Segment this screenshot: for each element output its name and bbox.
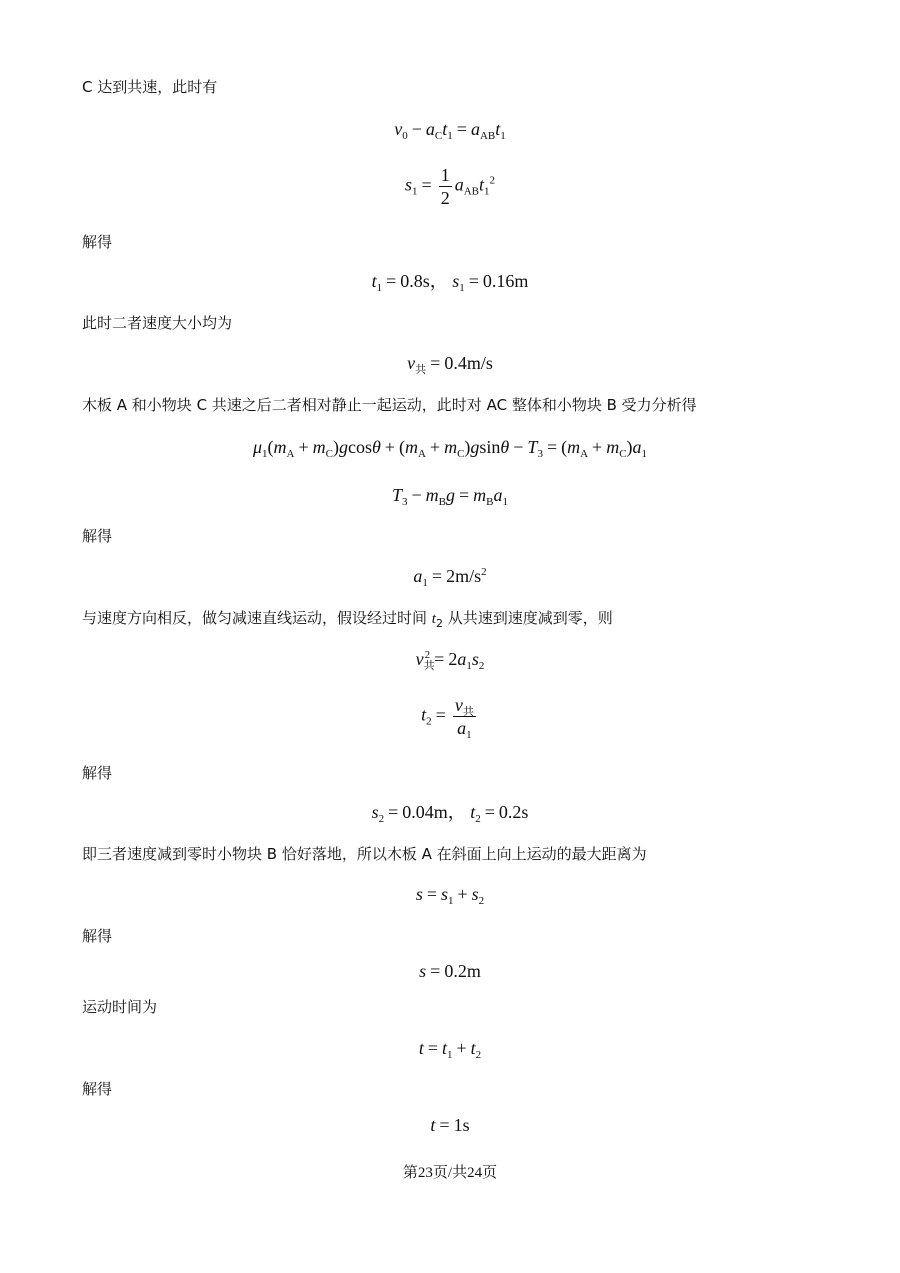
- equation-total-distance: $s = s_1 + s_2$: [415, 884, 485, 907]
- equation-displacement-s1: $s_1$ = $\frac{1}{2}$ $a_{AB}t_1^2$: [405, 165, 495, 208]
- text-line: C 达到共速，此时有: [82, 78, 218, 96]
- page-number: 第23页/共24页: [402, 1165, 498, 1181]
- equation-force-b: $T_3 - m_Bg = m_Ba_1$: [391, 485, 508, 508]
- text-line: 木板 A 和小物块 C 共速之后二者相对静止一起运动，此时对 AC 整体和小物块 B 受力分析得: [82, 396, 697, 414]
- value-a1: 2m/s: [446, 566, 482, 586]
- equation-common-velocity: $v_共 = 0.4m/s$: [407, 353, 493, 376]
- text-line: 此时二者速度大小均为: [82, 314, 233, 332]
- text-line: 与速度方向相反，做匀减速直线运动，假设经过时间 $t_2$ 从共速到速度减到零，则: [82, 609, 613, 630]
- value-s2: 0.04m: [402, 802, 448, 822]
- equation-result-s2-t2: $s_2 = 0.04m$， $t_2 = 0.2s$: [371, 802, 529, 825]
- equation-force-ac: $\mu_1(m_A + m_C)gcos\theta + (m_A + m_C)gsin\theta - T_3 = (m_A + m_C)a_1$: [252, 437, 648, 460]
- text-line: 运动时间为: [82, 998, 158, 1016]
- text-line: 解得: [82, 1080, 113, 1098]
- text-line: 即三者速度减到零时小物块 B 恰好落地，所以木板 A 在斜面上向上运动的最大距离为: [82, 845, 647, 863]
- equation-time-t2: $t_2$ = $\frac{v_共}{a_1}$: [421, 695, 474, 741]
- value-vgong: 0.4m/s: [444, 353, 493, 373]
- equation-velocity-squared: $v_共^2 = 2a_1s_2$: [415, 649, 485, 672]
- equation-relative-velocity: $v_0 - a_Ct_1 = a_{AB}t_1$: [394, 119, 506, 142]
- value-t1: 0.8s: [400, 271, 430, 291]
- text-line: 解得: [82, 927, 113, 945]
- equation-result-t1-s1: $t_1 = 0.8s$， $s_1 = 0.16m$: [371, 271, 529, 294]
- value-t2: 0.2s: [498, 802, 529, 822]
- equation-total-time: $t = t_1 + t_2$: [418, 1038, 482, 1061]
- text-line: 解得: [82, 764, 113, 782]
- equation-result-s: s = 0.2m: [419, 961, 481, 981]
- equation-result-a1: $a_1 = 2m/s^2$: [413, 566, 487, 589]
- value-s1: 0.16m: [482, 271, 529, 291]
- value-s: 0.2m: [444, 961, 481, 981]
- value-t: 1s: [453, 1115, 470, 1135]
- text-line: 解得: [82, 233, 113, 251]
- equation-result-t: t = 1s: [430, 1115, 470, 1135]
- text-line: 解得: [82, 527, 113, 545]
